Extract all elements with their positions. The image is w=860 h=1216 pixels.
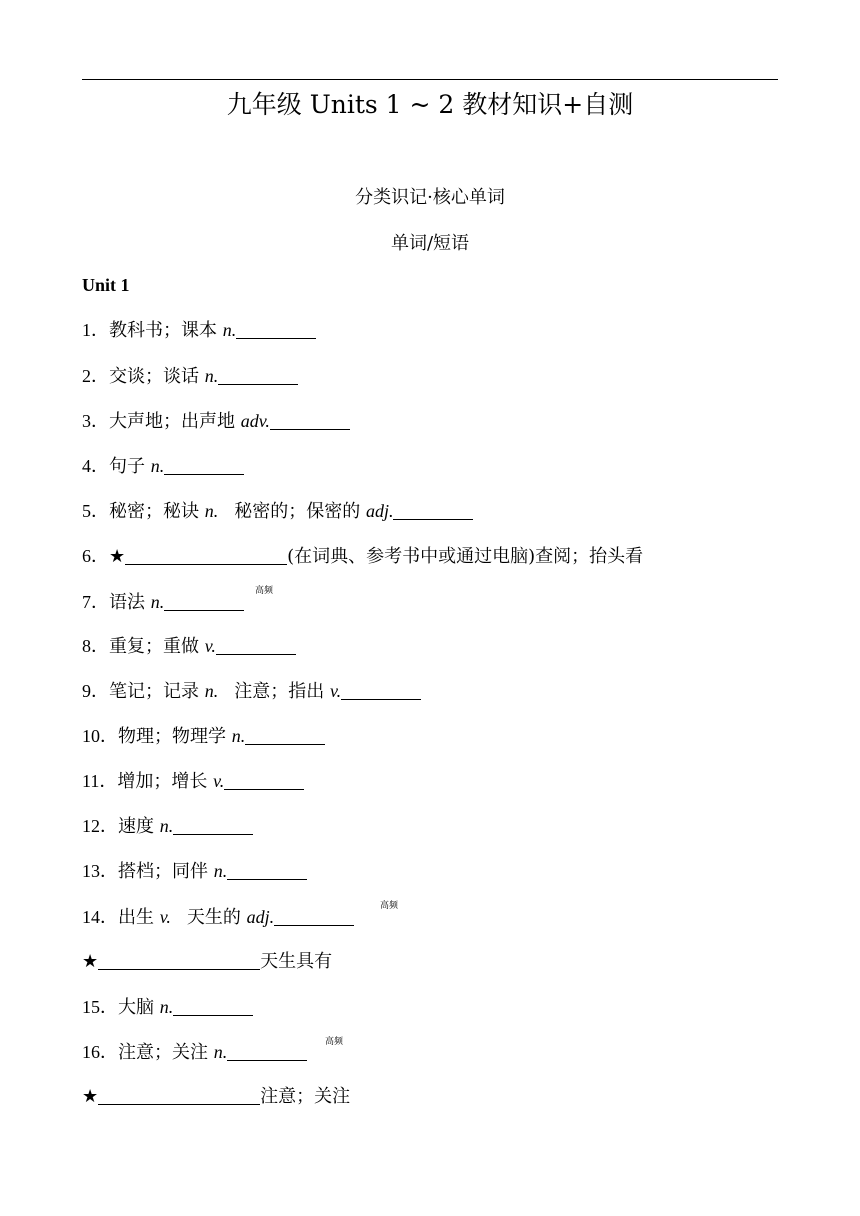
frequency-tag: 高频 <box>255 586 274 596</box>
page-title: 九年级 Units 1 ~ 2 教材知识+自测 <box>226 90 634 119</box>
answer-blank[interactable] <box>173 997 253 1016</box>
answer-blank[interactable] <box>216 636 296 655</box>
list-item: 4．句子 n. <box>82 454 244 479</box>
answer-blank[interactable] <box>245 726 325 745</box>
list-item: 10．物理；物理学 n. <box>82 724 325 749</box>
frequency-tag: 高频 <box>380 901 399 911</box>
list-item: 8．重复；重做 v. <box>82 634 296 659</box>
answer-blank[interactable] <box>125 546 287 565</box>
unit-label: Unit 1 <box>82 275 130 295</box>
list-item: 13．搭档；同伴 n. <box>82 859 307 884</box>
list-item: 15．大脑 n. <box>82 995 253 1020</box>
star-icon: ★ <box>109 546 126 567</box>
section-subheading: 单词/短语 <box>390 233 470 254</box>
answer-blank[interactable] <box>98 951 260 970</box>
list-item: 9．笔记；记录 n. 注意；指出 v. <box>82 679 421 704</box>
answer-blank[interactable] <box>274 907 354 926</box>
answer-blank[interactable] <box>341 681 421 700</box>
list-item: ★ 天生具有 <box>82 951 333 972</box>
list-item: 14．出生 v. 天生的 adj. <box>82 905 354 930</box>
header-rule <box>82 79 778 80</box>
answer-blank[interactable] <box>236 320 316 339</box>
list-item: 16．注意；关注 n. <box>82 1040 307 1065</box>
answer-blank[interactable] <box>224 771 304 790</box>
list-item: 1．教科书；课本 n. <box>82 318 316 343</box>
answer-blank[interactable] <box>164 456 244 475</box>
list-item: 2．交谈；谈话 n. <box>82 364 298 389</box>
answer-blank[interactable] <box>270 411 350 430</box>
answer-blank[interactable] <box>173 816 253 835</box>
star-icon: ★ <box>82 1086 99 1107</box>
section-heading: 分类识记·核心单词 <box>355 187 505 208</box>
answer-blank[interactable] <box>393 501 473 520</box>
answer-blank[interactable] <box>98 1086 260 1105</box>
list-item: 12．速度 n. <box>82 814 253 839</box>
answer-blank[interactable] <box>164 592 244 611</box>
list-item: 11．增加；增长 v. <box>82 769 304 794</box>
answer-blank[interactable] <box>218 366 298 385</box>
list-item: 5．秘密；秘诀 n. 秘密的；保密的 adj. <box>82 499 473 524</box>
list-item: 3．大声地；出声地 adv. <box>82 409 350 434</box>
list-item: 7．语法 n. <box>82 590 244 615</box>
star-icon: ★ <box>82 951 99 972</box>
answer-blank[interactable] <box>227 861 307 880</box>
frequency-tag: 高频 <box>325 1037 344 1047</box>
answer-blank[interactable] <box>227 1042 307 1061</box>
list-item: ★ 注意；关注 <box>82 1086 351 1107</box>
list-item: 6．★ (在词典、参考书中或通过电脑)查阅；抬头看 <box>82 546 644 567</box>
